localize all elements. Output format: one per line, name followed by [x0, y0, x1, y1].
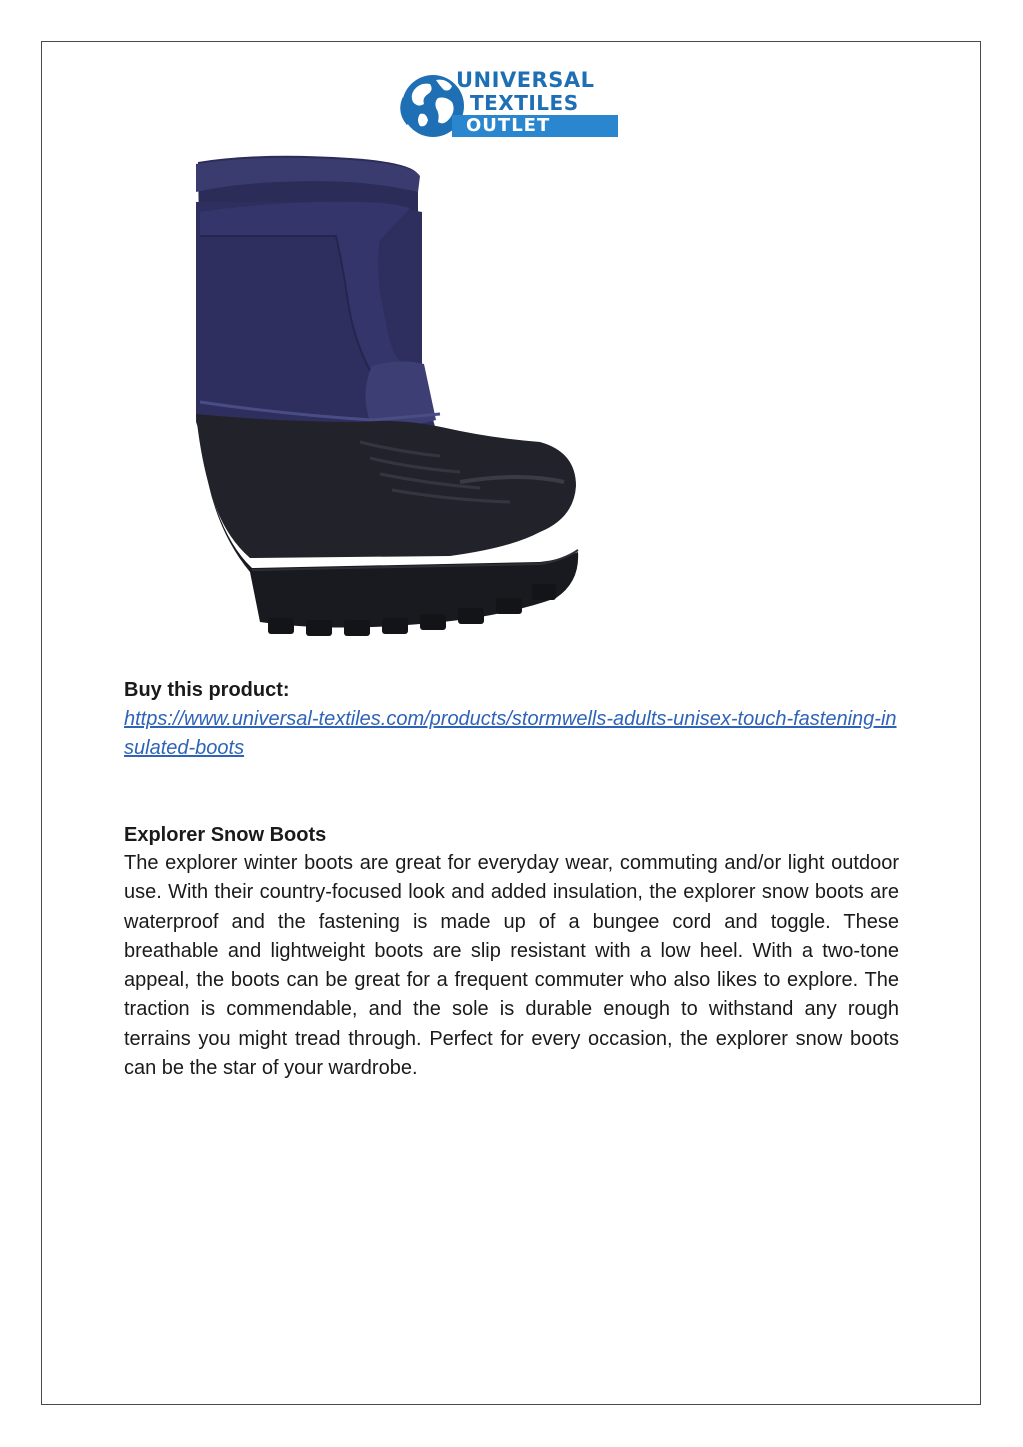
brand-logo: [400, 68, 618, 140]
buy-label: Buy this product:: [124, 679, 290, 701]
brand-line-1: UNIVERSAL: [456, 68, 595, 92]
section-title: Explorer Snow Boots: [124, 824, 327, 846]
product-link[interactable]: https://www.universal-textiles.com/products/stormwells-adults-unisex-touch-fastening-insulated-boots: [124, 708, 897, 759]
brand-line-3: OUTLET: [466, 115, 551, 136]
brand-line-2: TEXTILES: [470, 91, 579, 115]
snow-boot-image: [160, 152, 600, 664]
product-description: The explorer winter boots are great for everyday wear, commuting and/or light outdoor use. With their country-focused look and added insulation, the explorer snow boots are waterproof and the fastening is made up of a bungee cord and toggle. These breathable and lightweight boots are slip resistant with a low heel. With a two-tone appeal, the boots can be great for a frequent commuter who also likes to explore. The traction is commendable, and the sole is durable enough to withstand any rough terrains you might tread through. Perfect for every occasion, the explorer snow boots can be the star of your wardrobe.: [124, 852, 899, 1080]
